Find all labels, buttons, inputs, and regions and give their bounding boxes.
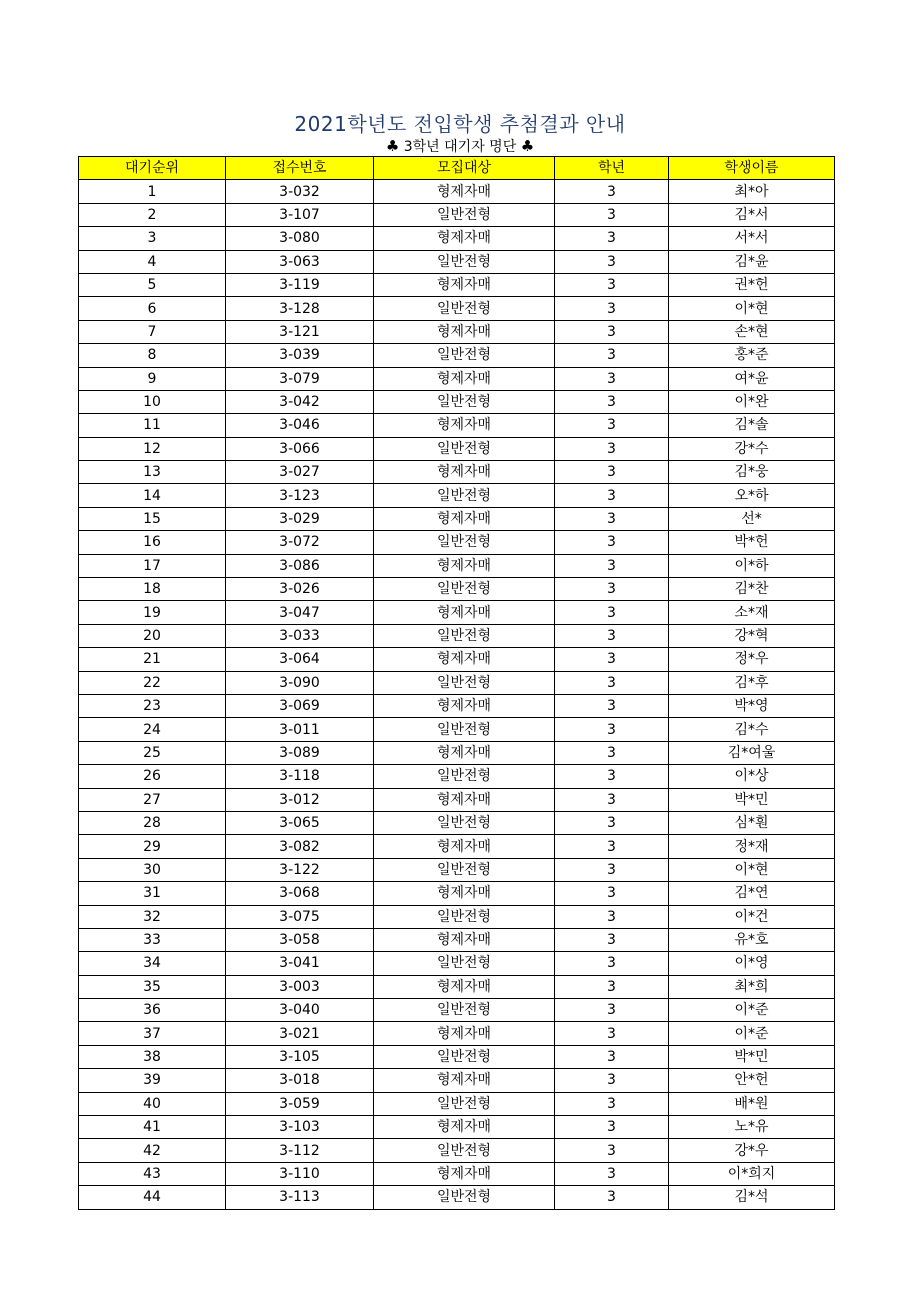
rank-cell: 3 <box>79 227 226 250</box>
club-suit-icon: ♣ <box>520 137 535 155</box>
rank-cell: 25 <box>79 741 226 764</box>
student-name-cell: 최*아 <box>669 180 835 203</box>
application-number-cell: 3-113 <box>226 1186 374 1209</box>
application-number-cell: 3-039 <box>226 344 374 367</box>
rank-cell: 10 <box>79 390 226 413</box>
grade-cell: 3 <box>555 180 669 203</box>
student-name-cell: 이*건 <box>669 905 835 928</box>
category-cell: 형제자매 <box>374 367 555 390</box>
waitlist-table <box>78 156 835 1210</box>
table-row <box>79 882 835 905</box>
grade-cell: 3 <box>555 624 669 647</box>
student-name-cell: 김*솔 <box>669 414 835 437</box>
category-cell: 형제자매 <box>374 1022 555 1045</box>
rank-cell: 40 <box>79 1092 226 1115</box>
rank-cell: 14 <box>79 484 226 507</box>
rank-cell: 9 <box>79 367 226 390</box>
category-cell: 일반전형 <box>374 718 555 741</box>
rank-cell: 31 <box>79 882 226 905</box>
table-row <box>79 718 835 741</box>
grade-cell: 3 <box>555 928 669 951</box>
category-cell: 형제자매 <box>374 273 555 296</box>
table-row <box>79 671 835 694</box>
category-cell: 형제자매 <box>374 180 555 203</box>
rank-cell: 38 <box>79 1045 226 1068</box>
application-number-cell: 3-121 <box>226 320 374 343</box>
rank-cell: 30 <box>79 858 226 881</box>
category-cell: 형제자매 <box>374 1069 555 1092</box>
application-number-cell: 3-075 <box>226 905 374 928</box>
student-name-cell: 김*서 <box>669 203 835 226</box>
table-row <box>79 952 835 975</box>
column-header-application-number: 접수번호 <box>226 157 374 180</box>
table-row <box>79 648 835 671</box>
category-cell: 형제자매 <box>374 788 555 811</box>
application-number-cell: 3-089 <box>226 741 374 764</box>
column-header-student-name: 학생이름 <box>669 157 835 180</box>
category-cell: 일반전형 <box>374 1045 555 1068</box>
rank-cell: 12 <box>79 437 226 460</box>
grade-cell: 3 <box>555 882 669 905</box>
grade-cell: 3 <box>555 273 669 296</box>
grade-cell: 3 <box>555 765 669 788</box>
table-row <box>79 1045 835 1068</box>
application-number-cell: 3-107 <box>226 203 374 226</box>
rank-cell: 43 <box>79 1162 226 1185</box>
student-name-cell: 이*상 <box>669 765 835 788</box>
student-name-cell: 오*하 <box>669 484 835 507</box>
grade-cell: 3 <box>555 1069 669 1092</box>
student-name-cell: 이*완 <box>669 390 835 413</box>
category-cell: 형제자매 <box>374 882 555 905</box>
rank-cell: 22 <box>79 671 226 694</box>
rank-cell: 4 <box>79 250 226 273</box>
student-name-cell: 서*서 <box>669 227 835 250</box>
rank-cell: 17 <box>79 554 226 577</box>
student-name-cell: 노*유 <box>669 1116 835 1139</box>
table-row <box>79 320 835 343</box>
table-row <box>79 227 835 250</box>
application-number-cell: 3-112 <box>226 1139 374 1162</box>
grade-cell: 3 <box>555 461 669 484</box>
category-cell: 일반전형 <box>374 250 555 273</box>
table-row <box>79 273 835 296</box>
table-row <box>79 297 835 320</box>
category-cell: 형제자매 <box>374 601 555 624</box>
club-suit-icon: ♣ <box>385 137 400 155</box>
application-number-cell: 3-072 <box>226 531 374 554</box>
student-name-cell: 이*현 <box>669 858 835 881</box>
rank-cell: 13 <box>79 461 226 484</box>
grade-cell: 3 <box>555 671 669 694</box>
application-number-cell: 3-079 <box>226 367 374 390</box>
student-name-cell: 김*찬 <box>669 578 835 601</box>
table-row <box>79 250 835 273</box>
rank-cell: 24 <box>79 718 226 741</box>
rank-cell: 1 <box>79 180 226 203</box>
application-number-cell: 3-065 <box>226 811 374 834</box>
grade-cell: 3 <box>555 788 669 811</box>
application-number-cell: 3-012 <box>226 788 374 811</box>
grade-cell: 3 <box>555 227 669 250</box>
student-name-cell: 정*우 <box>669 648 835 671</box>
application-number-cell: 3-047 <box>226 601 374 624</box>
grade-cell: 3 <box>555 952 669 975</box>
category-cell: 형제자매 <box>374 1162 555 1185</box>
application-number-cell: 3-003 <box>226 975 374 998</box>
student-name-cell: 김*석 <box>669 1186 835 1209</box>
grade-cell: 3 <box>555 648 669 671</box>
grade-cell: 3 <box>555 1186 669 1209</box>
rank-cell: 35 <box>79 975 226 998</box>
category-cell: 일반전형 <box>374 905 555 928</box>
grade-cell: 3 <box>555 1092 669 1115</box>
student-name-cell: 김*수 <box>669 718 835 741</box>
rank-cell: 18 <box>79 578 226 601</box>
rank-cell: 29 <box>79 835 226 858</box>
rank-cell: 42 <box>79 1139 226 1162</box>
category-cell: 일반전형 <box>374 203 555 226</box>
category-cell: 일반전형 <box>374 1186 555 1209</box>
rank-cell: 33 <box>79 928 226 951</box>
grade-cell: 3 <box>555 741 669 764</box>
application-number-cell: 3-029 <box>226 507 374 530</box>
student-name-cell: 이*영 <box>669 952 835 975</box>
application-number-cell: 3-021 <box>226 1022 374 1045</box>
table-row <box>79 1022 835 1045</box>
category-cell: 일반전형 <box>374 1139 555 1162</box>
rank-cell: 15 <box>79 507 226 530</box>
student-name-cell: 박*영 <box>669 694 835 717</box>
table-row <box>79 367 835 390</box>
grade-cell: 3 <box>555 507 669 530</box>
table-row <box>79 180 835 203</box>
application-number-cell: 3-027 <box>226 461 374 484</box>
application-number-cell: 3-103 <box>226 1116 374 1139</box>
application-number-cell: 3-082 <box>226 835 374 858</box>
table-row <box>79 1186 835 1209</box>
student-name-cell: 권*헌 <box>669 273 835 296</box>
student-name-cell: 박*헌 <box>669 531 835 554</box>
rank-cell: 11 <box>79 414 226 437</box>
grade-cell: 3 <box>555 694 669 717</box>
table-row <box>79 788 835 811</box>
rank-cell: 28 <box>79 811 226 834</box>
table-row <box>79 484 835 507</box>
application-number-cell: 3-086 <box>226 554 374 577</box>
rank-cell: 7 <box>79 320 226 343</box>
rank-cell: 32 <box>79 905 226 928</box>
table-row <box>79 905 835 928</box>
grade-cell: 3 <box>555 390 669 413</box>
table-row <box>79 1092 835 1115</box>
column-header-grade: 학년 <box>555 157 669 180</box>
student-name-cell: 이*준 <box>669 1022 835 1045</box>
table-row <box>79 344 835 367</box>
student-name-cell: 선* <box>669 507 835 530</box>
rank-cell: 37 <box>79 1022 226 1045</box>
category-cell: 일반전형 <box>374 952 555 975</box>
grade-cell: 3 <box>555 320 669 343</box>
application-number-cell: 3-118 <box>226 765 374 788</box>
application-number-cell: 3-026 <box>226 578 374 601</box>
category-cell: 형제자매 <box>374 1116 555 1139</box>
application-number-cell: 3-090 <box>226 671 374 694</box>
category-cell: 형제자매 <box>374 320 555 343</box>
category-cell: 일반전형 <box>374 578 555 601</box>
rank-cell: 27 <box>79 788 226 811</box>
grade-cell: 3 <box>555 811 669 834</box>
table-row <box>79 811 835 834</box>
student-name-cell: 유*호 <box>669 928 835 951</box>
student-name-cell: 안*헌 <box>669 1069 835 1092</box>
application-number-cell: 3-110 <box>226 1162 374 1185</box>
category-cell: 형제자매 <box>374 928 555 951</box>
category-cell: 형제자매 <box>374 507 555 530</box>
grade-cell: 3 <box>555 835 669 858</box>
student-name-cell: 박*민 <box>669 1045 835 1068</box>
table-row <box>79 999 835 1022</box>
table-row <box>79 858 835 881</box>
table-row <box>79 975 835 998</box>
grade-cell: 3 <box>555 1022 669 1045</box>
grade-cell: 3 <box>555 484 669 507</box>
rank-cell: 23 <box>79 694 226 717</box>
category-cell: 형제자매 <box>374 835 555 858</box>
student-name-cell: 배*원 <box>669 1092 835 1115</box>
category-cell: 일반전형 <box>374 484 555 507</box>
student-name-cell: 이*준 <box>669 999 835 1022</box>
student-name-cell: 김*윤 <box>669 250 835 273</box>
category-cell: 일반전형 <box>374 297 555 320</box>
grade-cell: 3 <box>555 1162 669 1185</box>
application-number-cell: 3-066 <box>226 437 374 460</box>
category-cell: 일반전형 <box>374 1092 555 1115</box>
category-cell: 일반전형 <box>374 531 555 554</box>
application-number-cell: 3-080 <box>226 227 374 250</box>
student-name-cell: 최*희 <box>669 975 835 998</box>
grade-cell: 3 <box>555 578 669 601</box>
grade-cell: 3 <box>555 344 669 367</box>
application-number-cell: 3-040 <box>226 999 374 1022</box>
category-cell: 일반전형 <box>374 390 555 413</box>
table-row <box>79 1116 835 1139</box>
student-name-cell: 이*하 <box>669 554 835 577</box>
application-number-cell: 3-123 <box>226 484 374 507</box>
student-name-cell: 강*우 <box>669 1139 835 1162</box>
table-row <box>79 1162 835 1185</box>
table-row <box>79 554 835 577</box>
student-name-cell: 강*혁 <box>669 624 835 647</box>
category-cell: 일반전형 <box>374 999 555 1022</box>
table-row <box>79 507 835 530</box>
grade-cell: 3 <box>555 1116 669 1139</box>
table-row <box>79 390 835 413</box>
application-number-cell: 3-064 <box>226 648 374 671</box>
category-cell: 형제자매 <box>374 648 555 671</box>
category-cell: 일반전형 <box>374 765 555 788</box>
category-cell: 형제자매 <box>374 414 555 437</box>
rank-cell: 5 <box>79 273 226 296</box>
student-name-cell: 소*재 <box>669 601 835 624</box>
table-row <box>79 765 835 788</box>
application-number-cell: 3-068 <box>226 882 374 905</box>
rank-cell: 39 <box>79 1069 226 1092</box>
student-name-cell: 김*여울 <box>669 741 835 764</box>
column-header-rank: 대기순위 <box>79 157 226 180</box>
category-cell: 형제자매 <box>374 461 555 484</box>
table-row <box>79 601 835 624</box>
category-cell: 일반전형 <box>374 671 555 694</box>
category-cell: 일반전형 <box>374 811 555 834</box>
application-number-cell: 3-128 <box>226 297 374 320</box>
student-name-cell: 김*연 <box>669 882 835 905</box>
category-cell: 일반전형 <box>374 624 555 647</box>
table-row <box>79 203 835 226</box>
grade-cell: 3 <box>555 250 669 273</box>
application-number-cell: 3-122 <box>226 858 374 881</box>
grade-cell: 3 <box>555 858 669 881</box>
rank-cell: 6 <box>79 297 226 320</box>
subtitle-text: 3학년 대기자 명단 <box>403 139 517 155</box>
student-name-cell: 강*수 <box>669 437 835 460</box>
table-row <box>79 461 835 484</box>
table-row <box>79 624 835 647</box>
category-cell: 형제자매 <box>374 227 555 250</box>
rank-cell: 34 <box>79 952 226 975</box>
application-number-cell: 3-042 <box>226 390 374 413</box>
application-number-cell: 3-058 <box>226 928 374 951</box>
category-cell: 형제자매 <box>374 554 555 577</box>
category-cell: 형제자매 <box>374 694 555 717</box>
student-name-cell: 손*현 <box>669 320 835 343</box>
category-cell: 일반전형 <box>374 344 555 367</box>
application-number-cell: 3-046 <box>226 414 374 437</box>
grade-cell: 3 <box>555 297 669 320</box>
rank-cell: 36 <box>79 999 226 1022</box>
rank-cell: 26 <box>79 765 226 788</box>
category-cell: 일반전형 <box>374 858 555 881</box>
grade-cell: 3 <box>555 531 669 554</box>
grade-cell: 3 <box>555 975 669 998</box>
application-number-cell: 3-018 <box>226 1069 374 1092</box>
student-name-cell: 박*민 <box>669 788 835 811</box>
student-name-cell: 김*후 <box>669 671 835 694</box>
grade-cell: 3 <box>555 1045 669 1068</box>
student-name-cell: 여*윤 <box>669 367 835 390</box>
application-number-cell: 3-041 <box>226 952 374 975</box>
table-row <box>79 578 835 601</box>
table-row <box>79 741 835 764</box>
rank-cell: 21 <box>79 648 226 671</box>
table-row <box>79 531 835 554</box>
application-number-cell: 3-033 <box>226 624 374 647</box>
student-name-cell: 김*웅 <box>669 461 835 484</box>
rank-cell: 16 <box>79 531 226 554</box>
page-title: 2021학년도 전입학생 추첨결과 안내 <box>294 112 626 136</box>
grade-cell: 3 <box>555 1139 669 1162</box>
grade-cell: 3 <box>555 601 669 624</box>
application-number-cell: 3-105 <box>226 1045 374 1068</box>
table-row <box>79 1069 835 1092</box>
student-name-cell: 정*재 <box>669 835 835 858</box>
grade-cell: 3 <box>555 718 669 741</box>
rank-cell: 2 <box>79 203 226 226</box>
student-name-cell: 이*현 <box>669 297 835 320</box>
grade-cell: 3 <box>555 437 669 460</box>
rank-cell: 44 <box>79 1186 226 1209</box>
grade-cell: 3 <box>555 905 669 928</box>
grade-cell: 3 <box>555 554 669 577</box>
rank-cell: 20 <box>79 624 226 647</box>
list-subtitle <box>0 136 920 156</box>
table-row <box>79 1139 835 1162</box>
rank-cell: 8 <box>79 344 226 367</box>
table-row <box>79 437 835 460</box>
category-cell: 형제자매 <box>374 975 555 998</box>
application-number-cell: 3-011 <box>226 718 374 741</box>
category-cell: 일반전형 <box>374 437 555 460</box>
category-cell: 형제자매 <box>374 741 555 764</box>
rank-cell: 19 <box>79 601 226 624</box>
grade-cell: 3 <box>555 203 669 226</box>
table-row <box>79 928 835 951</box>
student-name-cell: 심*훤 <box>669 811 835 834</box>
grade-cell: 3 <box>555 414 669 437</box>
grade-cell: 3 <box>555 367 669 390</box>
student-name-cell: 홍*준 <box>669 344 835 367</box>
table-header-row <box>79 157 835 180</box>
application-number-cell: 3-063 <box>226 250 374 273</box>
grade-cell: 3 <box>555 999 669 1022</box>
column-header-category: 모집대상 <box>374 157 555 180</box>
application-number-cell: 3-069 <box>226 694 374 717</box>
student-name-cell: 이*희지 <box>669 1162 835 1185</box>
application-number-cell: 3-032 <box>226 180 374 203</box>
rank-cell: 41 <box>79 1116 226 1139</box>
table-body <box>79 180 835 1209</box>
application-number-cell: 3-059 <box>226 1092 374 1115</box>
table-row <box>79 694 835 717</box>
application-number-cell: 3-119 <box>226 273 374 296</box>
table-row <box>79 414 835 437</box>
table-row <box>79 835 835 858</box>
